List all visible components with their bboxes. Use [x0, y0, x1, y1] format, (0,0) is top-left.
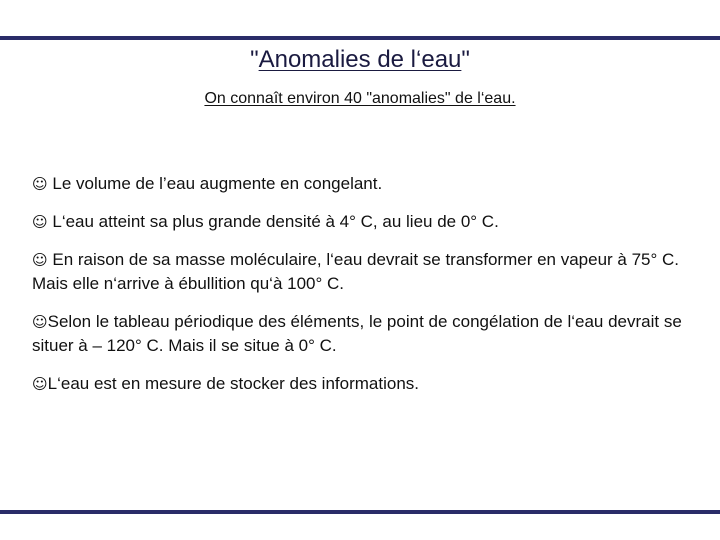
top-rule: [0, 36, 720, 40]
subtitle: On connaît environ 40 "anomalies" de l‘eau.: [204, 90, 516, 107]
list-item-text: Selon le tableau périodique des éléments, le point de congélation de l‘eau devrait se situer à – 120° C. Mais il se situe à 0° C.: [32, 312, 682, 355]
list-item: [32, 372, 702, 396]
title-text: Anomalies de l‘eau: [258, 46, 462, 73]
list-item-text: L‘eau atteint sa plus grande densité à 4° C, au lieu de 0° C.: [47, 212, 499, 231]
list-item-text: L‘eau est en mesure de stocker des informations.: [47, 374, 420, 393]
list-item-text: Le volume de l’eau augmente en congelant.: [47, 174, 383, 193]
page-title: [0, 44, 720, 76]
anomaly-list: [32, 172, 702, 410]
title-close-quote: ": [461, 46, 470, 73]
smiley-icon: ☺: [32, 375, 48, 393]
list-item: [32, 310, 702, 358]
title-open-quote: ": [250, 46, 259, 73]
bottom-rule: [0, 510, 720, 514]
list-item: [32, 172, 702, 196]
smiley-icon: ☺: [32, 213, 48, 231]
list-item: [32, 210, 702, 234]
smiley-icon: ☺: [32, 251, 48, 269]
list-item: [32, 248, 702, 296]
smiley-icon: ☺: [32, 313, 48, 331]
list-item-text: En raison de sa masse moléculaire, l‘eau devrait se transformer en vapeur à 75° C. Mais elle n‘arrive à ébullition qu‘à 100° C.: [32, 250, 680, 293]
smiley-icon: ☺: [32, 175, 48, 193]
